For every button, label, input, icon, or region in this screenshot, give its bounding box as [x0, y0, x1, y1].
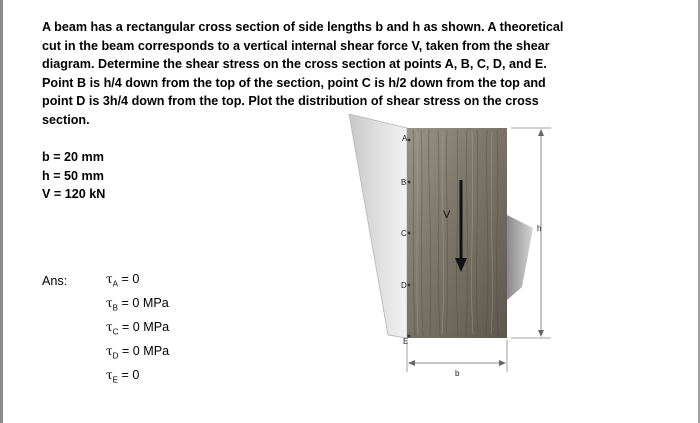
answer-row-d — [106, 342, 169, 366]
width-arrow-right — [499, 360, 506, 366]
height-label: h — [537, 224, 542, 233]
problem-line: cut in the beam corresponds to a vertical internal shear force V, taken from the shear — [42, 38, 550, 53]
tau-symbol: τ — [106, 367, 113, 382]
problem-line: diagram. Determine the shear stress on the cross section at points A, B, C, D, and E. — [42, 57, 547, 72]
answer-value: = 0 — [117, 367, 140, 382]
point-d-label: D — [401, 281, 407, 290]
answer-value: = 0 MPa — [118, 319, 170, 334]
point-e-label: E — [403, 337, 409, 346]
left-border — [0, 0, 3, 423]
point-d-marker — [408, 284, 411, 287]
height-arrow-top — [538, 129, 544, 136]
answer-row-e — [106, 366, 169, 390]
tau-symbol: τ — [106, 319, 113, 334]
point-c-marker — [408, 232, 411, 235]
tau-symbol: τ — [106, 272, 113, 286]
point-a-marker — [408, 139, 411, 142]
given-b: b = 20 mm — [42, 150, 104, 164]
shear-force-label: V — [443, 209, 451, 221]
width-label: b — [455, 369, 460, 378]
point-b-marker — [408, 181, 411, 184]
problem-line: Point B is h/4 down from the top of the section, point C is h/2 down from the top and — [42, 75, 546, 90]
answer-subscript: D — [112, 351, 119, 361]
beam-side-face — [349, 114, 407, 338]
height-arrow-bottom — [538, 330, 544, 337]
point-b-label: B — [401, 178, 407, 187]
problem-line: section. — [42, 112, 90, 127]
given-v: V = 120 kN — [42, 187, 106, 201]
answer-subscript: E — [112, 375, 118, 385]
tau-symbol: τ — [106, 343, 113, 358]
beam-shadow — [507, 215, 533, 300]
given-values — [42, 148, 105, 204]
answer-value: = 0 MPa — [117, 295, 169, 310]
point-c-label: C — [401, 229, 407, 238]
given-h: h = 50 mm — [42, 168, 104, 183]
answer-value: = 0 — [117, 272, 140, 286]
tau-symbol: τ — [106, 295, 113, 310]
point-a-label: A — [402, 134, 408, 143]
answer-list — [106, 270, 169, 390]
answer-row-c — [106, 318, 169, 342]
answer-label: Ans: — [42, 274, 68, 288]
width-arrow-left — [408, 360, 415, 366]
beam-cross-section-figure — [345, 110, 567, 390]
problem-line: A beam has a rectangular cross section of side lengths b and h as shown. A theoretical — [42, 20, 564, 34]
answer-subscript: C — [112, 327, 119, 337]
answer-subscript: A — [112, 279, 118, 289]
answer-value: = 0 MPa — [118, 343, 170, 358]
answer-row-b — [106, 294, 169, 318]
answer-subscript: B — [112, 303, 118, 313]
problem-line: point D is 3h/4 down from the top. Plot the distribution of shear stress on the cross — [42, 94, 539, 109]
answer-row-a — [106, 270, 169, 294]
